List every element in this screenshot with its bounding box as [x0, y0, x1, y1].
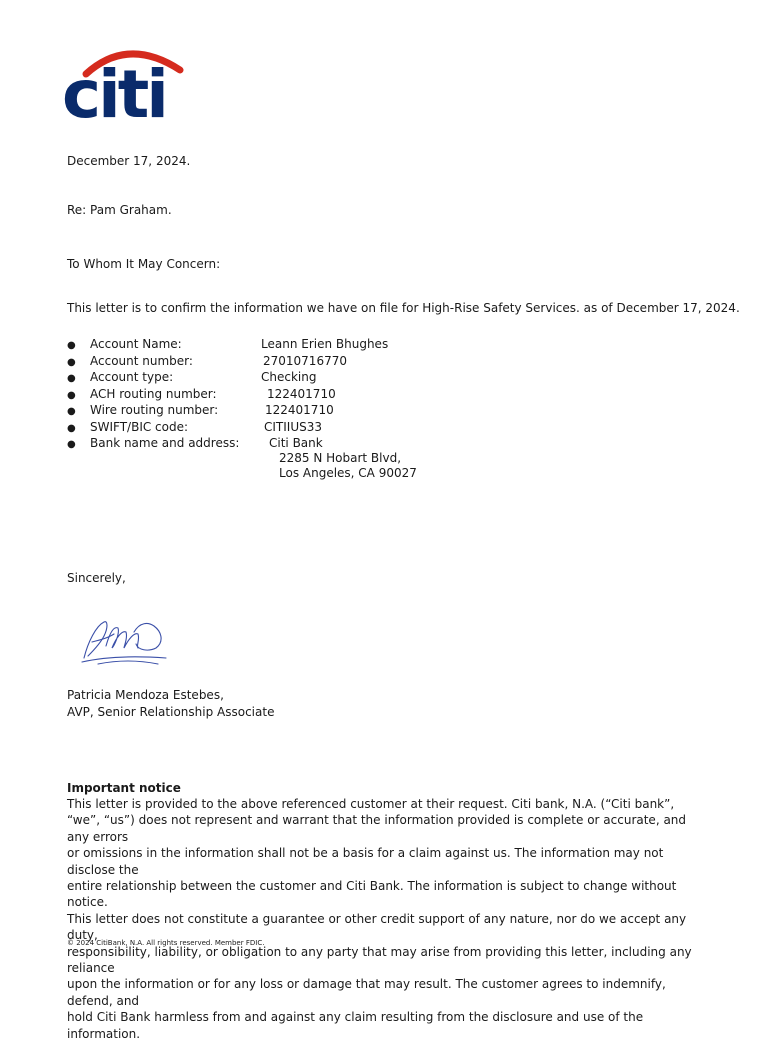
bullet-icon: ●: [67, 439, 76, 450]
detail-label: SWIFT/BIC code:: [90, 419, 189, 434]
notice-body: [67, 796, 697, 1042]
list-item-account-name: [67, 336, 487, 353]
list-item-swift-code: [67, 419, 487, 436]
signature-icon: [78, 612, 170, 668]
detail-value: CITIIUS33: [264, 419, 322, 434]
list-item-bank-name: [67, 435, 487, 452]
notice-line: entire relationship between the customer and Citi Bank. The information is subject to change without notice.: [67, 879, 677, 910]
bullet-icon: ●: [67, 340, 76, 351]
detail-label: Account type:: [90, 370, 174, 384]
notice-line: This letter does not constitute a guarantee or other credit support of any nature, nor do we accept any duty,: [67, 911, 687, 943]
notice-line: responsibility, liability, or obligation to any party that may arise from providing this letter, including any reliance: [67, 944, 692, 976]
notice-line: This letter is provided to the above referenced customer at their request. Citi bank, N.A. (“Citi bank”,: [67, 797, 675, 811]
bullet-icon: ●: [67, 373, 76, 384]
logo-wordmark: citi: [62, 56, 166, 133]
notice-line: “we”, “us”) does not represent and warrant that the information provided is complete or accurate, and any errors: [67, 813, 687, 844]
bullet-icon: ●: [67, 422, 76, 434]
letter-re: Re: Pam Graham.: [67, 203, 172, 217]
detail-label: Account Name:: [90, 337, 182, 351]
signer-title: AVP, Senior Relationship Associate: [67, 705, 275, 719]
citi-logo: [56, 40, 186, 133]
signer-name: Patricia Mendoza Estebes,: [67, 688, 224, 702]
bank-address-line-2: Los Angeles, CA 90027: [279, 466, 417, 480]
list-item-wire-routing: [67, 402, 487, 419]
bank-address-line-1: 2285 N Hobart Blvd,: [279, 451, 402, 465]
notice-line: hold Citi Bank harmless from and against any claim resulting from the disclosure and use of the information.: [67, 1010, 644, 1041]
detail-value: 122401710: [267, 386, 336, 401]
detail-value: Leann Erien Bhughes: [261, 337, 389, 351]
account-details-list: [67, 336, 487, 480]
detail-value: Checking: [261, 370, 317, 384]
list-item-ach-routing: [67, 386, 487, 403]
letter-closing: Sincerely,: [67, 571, 126, 585]
footer-copyright: © 2024 CitiBank, N.A. All rights reserved. Member FDIC.: [67, 939, 265, 947]
list-item-account-number: [67, 353, 487, 370]
bullet-icon: ●: [67, 406, 76, 417]
notice-line: or omissions in the information shall not be a basis for a claim against us. The information may not disclose the: [67, 846, 664, 877]
detail-value: Citi Bank: [269, 436, 323, 450]
letter-intro: This letter is to confirm the information we have on file for High-Rise Safety Services. as of December 17, 2024.: [67, 301, 740, 315]
bullet-icon: ●: [67, 389, 76, 401]
detail-label: Account number:: [90, 353, 193, 368]
detail-label: Wire routing number:: [90, 403, 219, 417]
detail-value: 122401710: [265, 403, 334, 417]
detail-label: ACH routing number:: [90, 386, 217, 401]
detail-value: 27010716770: [263, 353, 347, 368]
detail-label: Bank name and address:: [90, 436, 240, 450]
bullet-icon: ●: [67, 356, 76, 368]
letter-salutation: To Whom It May Concern:: [67, 257, 221, 271]
list-item-account-type: [67, 369, 487, 386]
letter-date: December 17, 2024.: [67, 154, 191, 168]
signature-image: [78, 612, 170, 668]
notice-heading: Important notice: [67, 781, 181, 795]
notice-line: upon the information or for any loss or damage that may result. The customer agrees to indemnify, defend, and: [67, 977, 666, 1008]
